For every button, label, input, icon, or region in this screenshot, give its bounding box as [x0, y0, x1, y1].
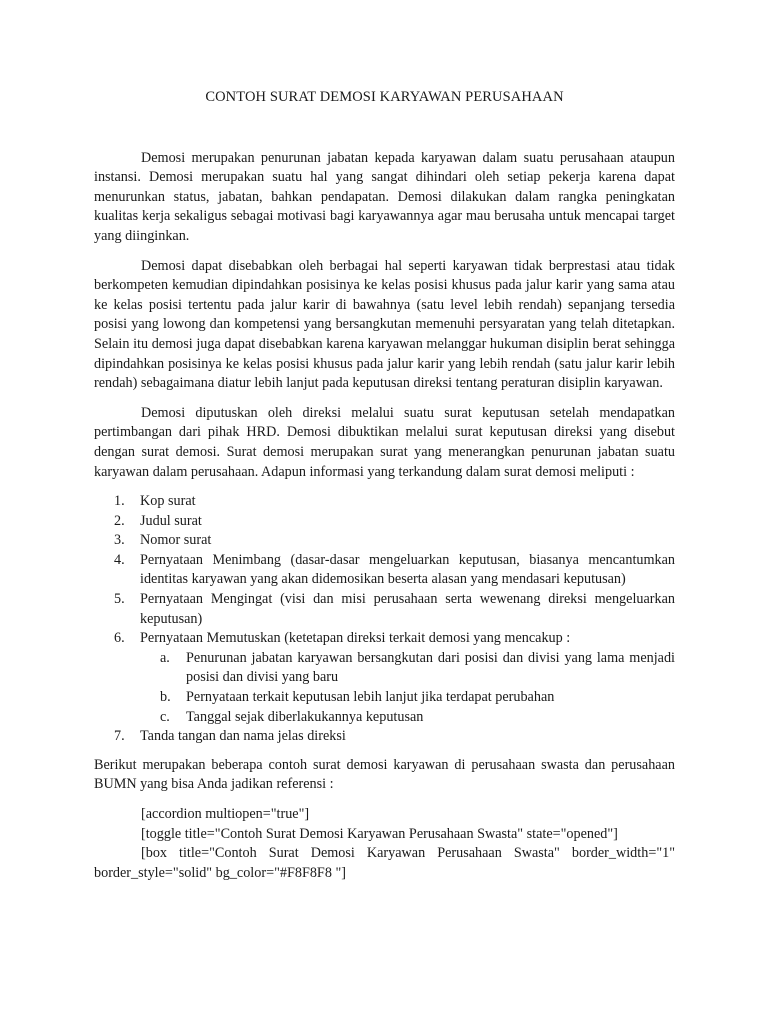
sub-list-letter: b.: [160, 689, 171, 706]
shortcode-box: [box title="Contoh Surat Demosi Karyawan Perusahaan Swasta" border_width="1" border_style="solid" bg_color="#F8F8F8 "]: [94, 845, 675, 881]
list-number: 3.: [114, 532, 125, 549]
paragraph-decision: Demosi diputuskan oleh direksi melalui suatu surat keputusan setelah mendapatkan pertimbangan dari pihak HRD. Demosi dibuktikan melalui surat keputusan direksi yang disebut dengan surat demosi. Surat demosi merupakan surat yang menerangkan penurunan jabatan suatu karyawan dalam perusahaan. Adapun informasi yang terkandung dalam surat demosi meliputi :: [94, 404, 675, 480]
contents-list: [94, 492, 675, 747]
list-number: 7.: [114, 728, 125, 745]
list-item: [94, 492, 675, 512]
paragraph-closing: Berikut merupakan beberapa contoh surat demosi karyawan di perusahaan swasta dan perusahaan BUMN yang bisa Anda jadikan referensi :: [94, 756, 675, 793]
sub-list-letter: a.: [160, 649, 170, 666]
list-text: Kop surat: [140, 493, 196, 510]
sub-list-item: [140, 708, 675, 728]
list-number: 6.: [114, 630, 125, 647]
shortcode-block: [94, 805, 675, 883]
sub-list-text: Tanggal sejak diberlakukannya keputusan: [186, 708, 424, 725]
document-title: CONTOH SURAT DEMOSI KARYAWAN PERUSAHAAN: [205, 89, 564, 105]
list-text: Judul surat: [140, 512, 202, 529]
sub-list: [140, 649, 675, 727]
shortcode-accordion: [accordion multiopen="true"]: [141, 806, 310, 822]
list-text: Pernyataan Menimbang (dasar-dasar mengeluarkan keputusan, biasanya mencantumkan identitas karyawan yang akan didemosikan beserta alasan yang mendasari keputusan): [140, 551, 675, 588]
list-number: 2.: [114, 512, 125, 529]
list-item: [94, 629, 675, 727]
list-text: Pernyataan Memutuskan (ketetapan direksi terkait demosi yang mencakup :: [140, 630, 571, 647]
paragraph-causes: Demosi dapat disebabkan oleh berbagai hal seperti karyawan tidak berprestasi atau tidak berkompeten kemudian dipindahkan posisinya ke kelas posisi khusus pada jalur karir yang sama atau ke kelas posisi tertentu pada jalur karir di bawahnya (satu level lebih rendah) sepanjang tersedia posisi yang lowong dan kompetensi yang bersangkutan memenuhi persyaratan yang telah ditetapkan. Selain itu demosi juga dapat disebabkan karena karyawan melanggar hukuman disiplin berat sehingga dipindahkan posisinya ke kelas posisi khusus pada jalur karir yang lebih rendah (satu jalur karir lebih rendah) sebagaimana diatur lebih lanjut pada keputusan direksi tentang peraturan disiplin karyawan.: [94, 257, 675, 392]
list-text: Nomor surat: [140, 532, 212, 549]
list-text: Tanda tangan dan nama jelas direksi: [140, 728, 346, 745]
list-text: Pernyataan Mengingat (visi dan misi perusahaan serta wewenang direksi mengeluarkan keputusan): [140, 591, 675, 627]
sub-list-text: Penurunan jabatan karyawan bersangkutan dari posisi dan divisi yang lama menjadi posisi dan divisi yang baru: [186, 649, 675, 686]
list-number: 4.: [114, 551, 125, 568]
paragraph-definition: Demosi merupakan penurunan jabatan kepada karyawan dalam suatu perusahaan ataupun instansi. Demosi merupakan suatu hal yang sangat dihindari oleh setiap pekerja karena dapat menurunkan status, jabatan, bahkan pendapatan. Demosi dilakukan dalam rangka peningkatan kualitas kerja sekaligus sebagai motivasi bagi karyawannya agar mau berusaha untuk mencapai target yang diinginkan.: [94, 149, 675, 244]
list-item: [94, 590, 675, 629]
sub-list-text: Pernyataan terkait keputusan lebih lanjut jika terdapat perubahan: [186, 689, 555, 706]
sub-list-item: [140, 688, 675, 708]
list-item: [94, 551, 675, 590]
list-item: [94, 727, 675, 747]
list-item: [94, 531, 675, 551]
list-number: 5.: [114, 591, 125, 608]
sub-list-letter: c.: [160, 708, 170, 725]
list-number: 1.: [114, 493, 125, 510]
sub-list-item: [140, 649, 675, 688]
list-item: [94, 512, 675, 532]
shortcode-toggle: [toggle title="Contoh Surat Demosi Karyawan Perusahaan Swasta" state="opened"]: [141, 825, 618, 842]
